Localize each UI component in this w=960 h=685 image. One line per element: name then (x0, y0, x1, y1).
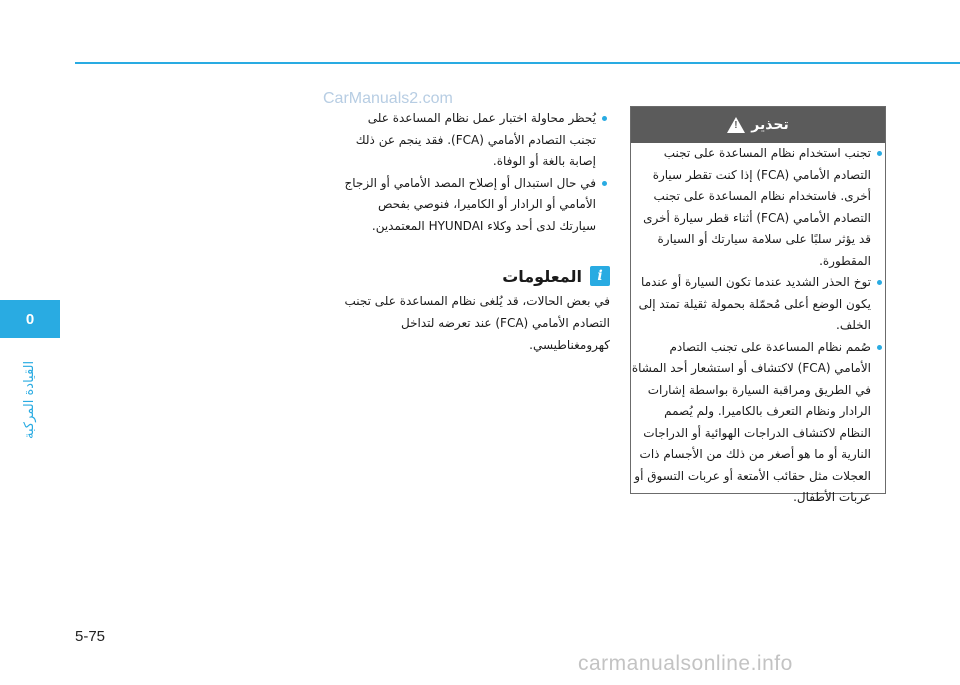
chapter-number: 0 (25, 310, 35, 328)
info-header (497, 263, 610, 289)
chapter-tab[interactable] (0, 300, 60, 338)
warning-item: صُمم نظام المساعدة على تجنب التصادم الأمامي (FCA) لاكتشاف أو استشعار أحد المشاة في الطريق ومراقبة السيارة بواسطة إشارات الرادار ونظام التعرف بالكاميرا. ولم يُصمم النظام لاكتشاف الدراجات الهوائية أو الدراجات النارية أو ما هو أصغر من ذلك من الأجسام ذات العجلات مثل حقائب الأمتعة أو عربات التسوق أو عربات الأطفال. (631, 337, 885, 509)
footer-watermark: carmanualsonline.info (578, 652, 793, 675)
info-icon: i (590, 266, 610, 286)
warning-list (631, 143, 885, 509)
info-bullet-item: في حال استبدال أو إصلاح المصد الأمامي أو الزجاج الأمامي أو الرادار أو الكاميرا، فنوصي بفحص سيارتك لدى أحد وكلاء HYUNDAI المعتمدين. (340, 173, 610, 238)
warning-title: تحذير (751, 117, 789, 133)
watermark-text: CarManuals2.com (323, 90, 453, 107)
info-title: المعلومات (502, 266, 582, 286)
info-bullet-item: يُحظر محاولة اختبار عمل نظام المساعدة على تجنب التصادم الأمامي (FCA). فقد ينجم عن ذلك إصابة بالغة أو الوفاة. (340, 108, 610, 173)
top-rule (75, 62, 960, 64)
info-bullet-list (340, 108, 610, 237)
warning-item: تجنب استخدام نظام المساعدة على تجنب التصادم الأمامي (FCA) إذا كنت تقطر سيارة أخرى. فاستخدام نظام المساعدة على تجنب التصادم الأمامي (FCA) أثناء قطر سيارة أخرى قد يؤثر سلبًا على سلامة سيارتك أو السيارة المقطورة. (631, 143, 885, 272)
warning-item: توخ الحذر الشديد عندما تكون السيارة أو عندما يكون الوضع أعلى مُحمّلة بحمولة ثقيلة تمتد إلى الخلف. (631, 272, 885, 337)
info-paragraph: في بعض الحالات، قد يُلغى نظام المساعدة على تجنب التصادم الأمامي (FCA) عند تعرضه لتداخل كهرومغناطيسي. (344, 294, 610, 352)
warning-box (630, 106, 886, 504)
chapter-label: القيادة المركبة (22, 360, 37, 440)
page-number: 5-75 (75, 628, 106, 645)
warning-header (631, 107, 885, 143)
warning-triangle-icon: ! (727, 117, 745, 133)
